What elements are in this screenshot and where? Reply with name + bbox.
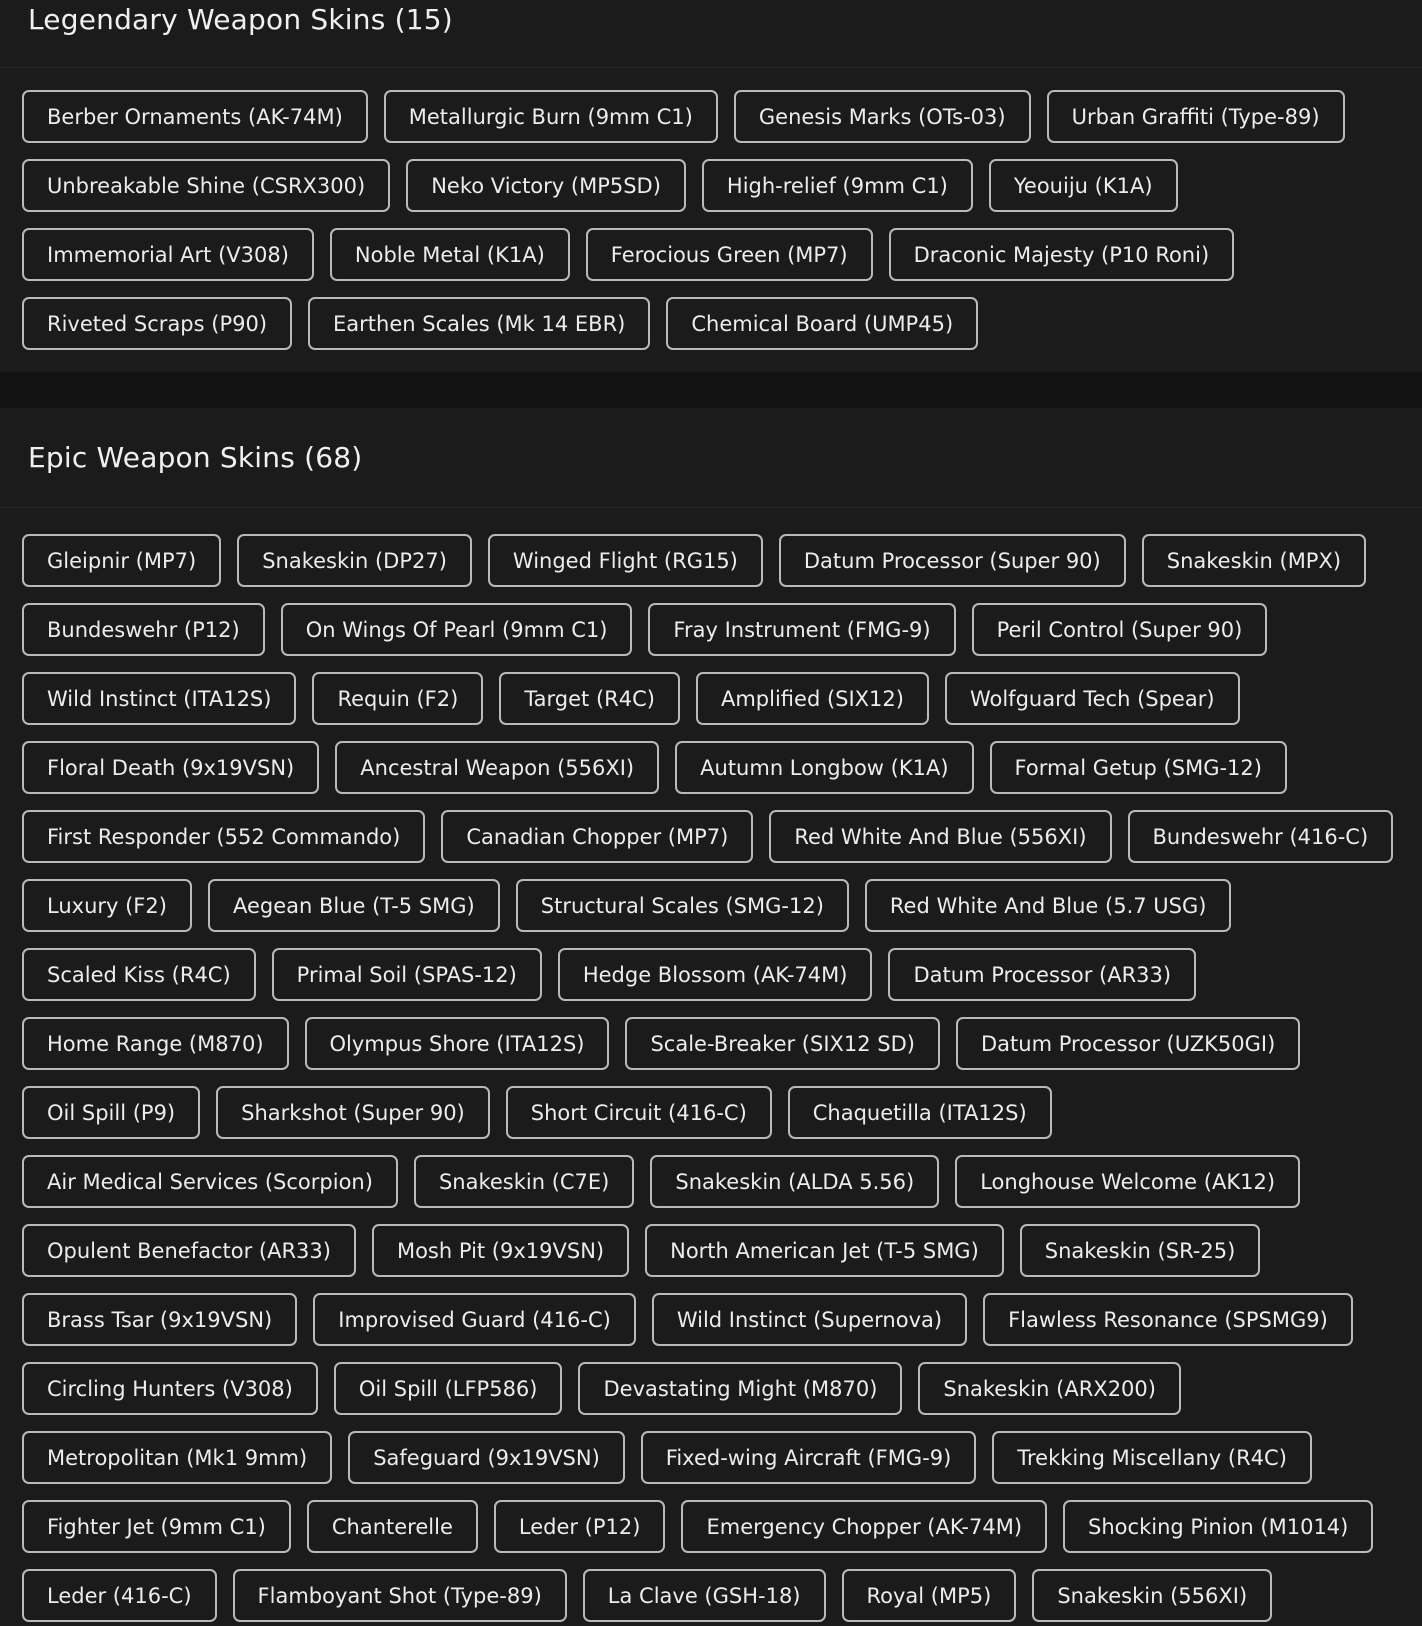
skin-chip[interactable]: Snakeskin (ARX200) xyxy=(918,1362,1181,1415)
skin-chip[interactable]: Red White And Blue (556XI) xyxy=(769,810,1111,863)
skin-chip[interactable]: Oil Spill (P9) xyxy=(22,1086,200,1139)
section-header xyxy=(0,0,1422,68)
skin-chip[interactable]: Improvised Guard (416-C) xyxy=(313,1293,636,1346)
skin-chip[interactable]: Urban Graffiti (Type-89) xyxy=(1047,90,1345,143)
skin-chip[interactable]: Home Range (M870) xyxy=(22,1017,289,1070)
skin-chip[interactable]: Red White And Blue (5.7 USG) xyxy=(865,879,1232,932)
epic-section xyxy=(0,408,1422,1626)
skin-chip[interactable]: Snakeskin (ALDA 5.56) xyxy=(650,1155,939,1208)
skin-chip[interactable]: Air Medical Services (Scorpion) xyxy=(22,1155,398,1208)
skin-chip[interactable]: First Responder (552 Commando) xyxy=(22,810,425,863)
skin-chip[interactable]: Berber Ornaments (AK-74M) xyxy=(22,90,368,143)
skin-chip[interactable]: Safeguard (9x19VSN) xyxy=(348,1431,625,1484)
skin-chip[interactable]: Fixed-wing Aircraft (FMG-9) xyxy=(641,1431,976,1484)
skin-chip[interactable]: La Clave (GSH-18) xyxy=(583,1569,826,1622)
skin-chip[interactable]: Gleipnir (MP7) xyxy=(22,534,221,587)
skin-chip[interactable]: Snakeskin (C7E) xyxy=(414,1155,634,1208)
skin-chip[interactable]: Amplified (SIX12) xyxy=(696,672,929,725)
skin-chip[interactable]: Wild Instinct (Supernova) xyxy=(652,1293,967,1346)
skin-chip[interactable]: Immemorial Art (V308) xyxy=(22,228,314,281)
section-title: Legendary Weapon Skins (15) xyxy=(28,3,453,36)
skin-chip[interactable]: Genesis Marks (OTs-03) xyxy=(734,90,1031,143)
skin-chip[interactable]: Scaled Kiss (R4C) xyxy=(22,948,256,1001)
skin-chip[interactable]: Emergency Chopper (AK-74M) xyxy=(681,1500,1047,1553)
skin-chip[interactable]: Snakeskin (MPX) xyxy=(1142,534,1366,587)
skin-chip[interactable]: Winged Flight (RG15) xyxy=(488,534,763,587)
skin-chip[interactable]: Metallurgic Burn (9mm C1) xyxy=(384,90,718,143)
skin-chip[interactable]: Snakeskin (556XI) xyxy=(1032,1569,1272,1622)
skin-chip[interactable]: Neko Victory (MP5SD) xyxy=(406,159,686,212)
section-divider xyxy=(0,372,1422,408)
skin-chip[interactable]: Wild Instinct (ITA12S) xyxy=(22,672,296,725)
skin-chip[interactable]: Datum Processor (UZK50GI) xyxy=(956,1017,1300,1070)
skin-chip[interactable]: High-relief (9mm C1) xyxy=(702,159,973,212)
skin-chip[interactable]: Snakeskin (DP27) xyxy=(237,534,472,587)
skin-chip[interactable]: Scale-Breaker (SIX12 SD) xyxy=(625,1017,940,1070)
skin-chip[interactable]: Peril Control (Super 90) xyxy=(972,603,1268,656)
skin-chip[interactable]: Wolfguard Tech (Spear) xyxy=(945,672,1240,725)
skin-chip[interactable]: North American Jet (T-5 SMG) xyxy=(645,1224,1004,1277)
skin-chip[interactable]: Circling Hunters (V308) xyxy=(22,1362,318,1415)
skin-chip[interactable]: Primal Soil (SPAS-12) xyxy=(272,948,542,1001)
chip-grid xyxy=(0,68,1422,350)
skin-chip[interactable]: Canadian Chopper (MP7) xyxy=(441,810,753,863)
skin-chip[interactable]: Shocking Pinion (M1014) xyxy=(1063,1500,1373,1553)
skin-chip[interactable]: Short Circuit (416-C) xyxy=(506,1086,772,1139)
skin-chip[interactable]: Autumn Longbow (K1A) xyxy=(675,741,973,794)
skin-chip[interactable]: Trekking Miscellany (R4C) xyxy=(992,1431,1312,1484)
skin-chip[interactable]: Leder (P12) xyxy=(494,1500,666,1553)
skin-chip[interactable]: Fray Instrument (FMG-9) xyxy=(648,603,955,656)
skin-chip[interactable]: Luxury (F2) xyxy=(22,879,192,932)
skin-chip[interactable]: Olympus Shore (ITA12S) xyxy=(305,1017,610,1070)
skin-chip[interactable]: Bundeswehr (P12) xyxy=(22,603,265,656)
skin-chip[interactable]: Yeouiju (K1A) xyxy=(989,159,1178,212)
skin-chip[interactable]: Datum Processor (Super 90) xyxy=(779,534,1126,587)
skin-chip[interactable]: Chanterelle xyxy=(307,1500,478,1553)
skin-chip[interactable]: Devastating Might (M870) xyxy=(578,1362,902,1415)
skin-chip[interactable]: Unbreakable Shine (CSRX300) xyxy=(22,159,390,212)
skin-chip[interactable]: Sharkshot (Super 90) xyxy=(216,1086,490,1139)
skin-chip[interactable]: Chaquetilla (ITA12S) xyxy=(788,1086,1052,1139)
skin-chip[interactable]: Royal (MP5) xyxy=(842,1569,1017,1622)
skin-chip[interactable]: Structural Scales (SMG-12) xyxy=(516,879,849,932)
skin-chip[interactable]: Requin (F2) xyxy=(312,672,483,725)
section-header xyxy=(0,408,1422,508)
skin-chip[interactable]: Fighter Jet (9mm C1) xyxy=(22,1500,291,1553)
skin-chip[interactable]: Earthen Scales (Mk 14 EBR) xyxy=(308,297,650,350)
skin-chip[interactable]: Oil Spill (LFP586) xyxy=(334,1362,563,1415)
skin-chip[interactable]: Metropolitan (Mk1 9mm) xyxy=(22,1431,332,1484)
skin-chip[interactable]: Flamboyant Shot (Type-89) xyxy=(233,1569,567,1622)
skin-chip[interactable]: On Wings Of Pearl (9mm C1) xyxy=(281,603,633,656)
skin-chip[interactable]: Mosh Pit (9x19VSN) xyxy=(372,1224,629,1277)
chip-grid xyxy=(0,508,1422,1622)
skin-chip[interactable]: Bundeswehr (416-C) xyxy=(1128,810,1394,863)
skin-chip[interactable]: Chemical Board (UMP45) xyxy=(666,297,978,350)
skin-chip[interactable]: Ferocious Green (MP7) xyxy=(586,228,873,281)
skin-chip[interactable]: Ancestral Weapon (556XI) xyxy=(335,741,659,794)
legendary-section xyxy=(0,0,1422,372)
skin-chip[interactable]: Target (R4C) xyxy=(499,672,680,725)
skin-chip[interactable]: Aegean Blue (T-5 SMG) xyxy=(208,879,500,932)
skin-chip[interactable]: Leder (416-C) xyxy=(22,1569,217,1622)
skin-chip[interactable]: Flawless Resonance (SPSMG9) xyxy=(983,1293,1353,1346)
skin-chip[interactable]: Snakeskin (SR-25) xyxy=(1020,1224,1261,1277)
skin-chip[interactable]: Hedge Blossom (AK-74M) xyxy=(558,948,873,1001)
skin-chip[interactable]: Floral Death (9x19VSN) xyxy=(22,741,319,794)
skin-chip[interactable]: Opulent Benefactor (AR33) xyxy=(22,1224,356,1277)
skin-chip[interactable]: Draconic Majesty (P10 Roni) xyxy=(889,228,1235,281)
skin-chip[interactable]: Datum Processor (AR33) xyxy=(888,948,1196,1001)
skin-chip[interactable]: Brass Tsar (9x19VSN) xyxy=(22,1293,297,1346)
skin-chip[interactable]: Longhouse Welcome (AK12) xyxy=(955,1155,1300,1208)
skin-chip[interactable]: Formal Getup (SMG-12) xyxy=(990,741,1287,794)
skin-chip[interactable]: Noble Metal (K1A) xyxy=(330,228,570,281)
section-title: Epic Weapon Skins (68) xyxy=(28,441,363,474)
skin-chip[interactable]: Riveted Scraps (P90) xyxy=(22,297,292,350)
